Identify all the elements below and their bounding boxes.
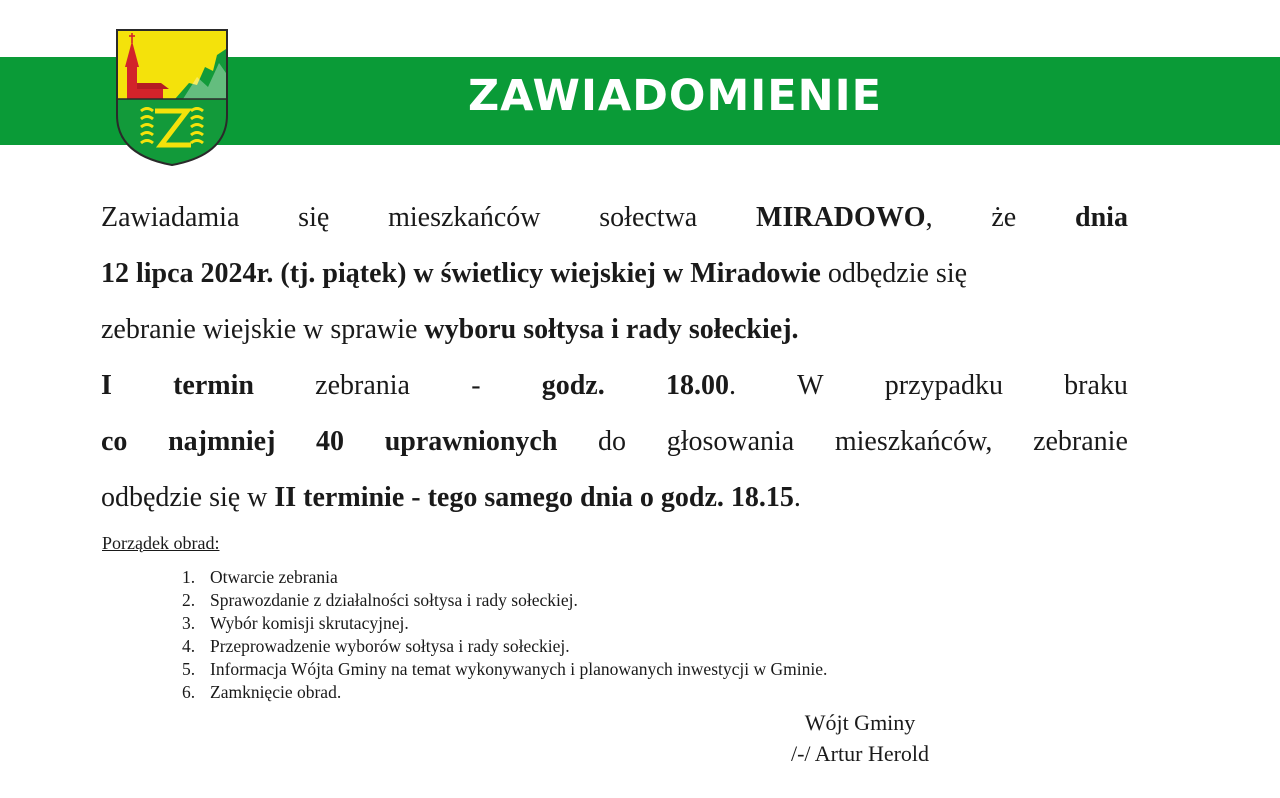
notice-line [101,414,1128,470]
notice-word: głosowania [666,426,795,457]
notice-word: że [991,202,1017,233]
notice-word: Zawiadamia [101,202,240,233]
agenda-item-text: Zamknięcie obrad. [210,682,342,702]
agenda-item-number: 1. [182,567,196,587]
agenda-item-number: 6. [182,682,196,702]
notice-line [101,246,1128,302]
notice-word-bold: I [101,370,112,401]
agenda-item-text: Sprawozdanie z działalności sołtysa i rady sołeckiej. [210,590,578,610]
agenda-item [182,658,827,681]
notice-word-bold: uprawnionych [384,426,558,457]
agenda-item [182,681,827,704]
meeting-subject: wyboru sołtysa i rady sołeckiej. [424,314,799,345]
agenda-item-text: Informacja Wójta Gminy na temat wykonywanych i planowanych inwestycji w Gminie. [210,659,828,679]
notice-punct: . [793,482,801,513]
notice-word: zebrania [315,370,410,401]
agenda-title: Porządek obrad: [102,533,220,553]
agenda-item [182,589,827,612]
agenda-item [182,635,827,658]
quorum-number: 40 [316,426,345,457]
notice-word: się [298,202,330,233]
notice-text: odbędzie się w [101,482,275,513]
agenda-item-text: Wybór komisji skrutacyjnej. [210,613,409,633]
agenda-item-number: 4. [182,636,196,656]
signature-name: /-/ Artur Herold [790,741,930,766]
signature-block [760,707,960,769]
notice-word: przypadku [884,370,1003,401]
meeting-date-place: 12 lipca 2024r. (tj. piątek) w świetlicy wiejskiej w Miradowie [101,258,821,289]
notice-word: mieszkańców, [834,426,993,457]
agenda-list [182,566,827,704]
notice-word: do [598,426,627,457]
signature-role: Wójt Gminy [804,710,916,735]
notice-word: braku [1064,370,1128,401]
notice-line [101,470,1128,526]
village-coat-of-arms-icon [113,27,231,167]
notice-word: mieszkańców [388,202,541,233]
notice-body [101,190,1128,526]
agenda-item [182,612,827,635]
notice-line [101,302,1128,358]
agenda-item-number: 5. [182,659,196,679]
village-name: MIRADOWO [756,202,926,233]
notice-line [101,358,1128,414]
notice-word-bold: godz. [541,370,605,401]
notice-word: W [797,370,824,401]
notice-word-bold: termin [173,370,254,401]
notice-word-bold: najmniej [168,426,276,457]
notice-punct: , [925,202,933,233]
agenda-item-number: 2. [182,590,196,610]
notice-word: sołectwa [599,202,698,233]
notice-word: - [471,370,481,401]
notice-word-bold: dnia [1075,202,1128,233]
notice-line [101,190,1128,246]
notice-phrase [666,358,736,414]
first-term-time: 18.00 [665,370,729,401]
notice-phrase [756,190,933,246]
page-title: ZAWIADOMIENIE [467,71,882,121]
notice-text: odbędzie się [820,258,968,289]
notice-punct: . [728,370,736,401]
second-term-time: II terminie - tego samego dnia o godz. 18.15 [274,482,794,513]
notice-word-bold: co [101,426,128,457]
agenda-item [182,566,827,589]
agenda-item-number: 3. [182,613,196,633]
notice-text: zebranie wiejskie w sprawie [101,314,425,345]
notice-word: zebranie [1033,426,1128,457]
agenda-item-text: Otwarcie zebrania [210,567,338,587]
agenda-item-text: Przeprowadzenie wyborów sołtysa i rady sołeckiej. [210,636,570,656]
